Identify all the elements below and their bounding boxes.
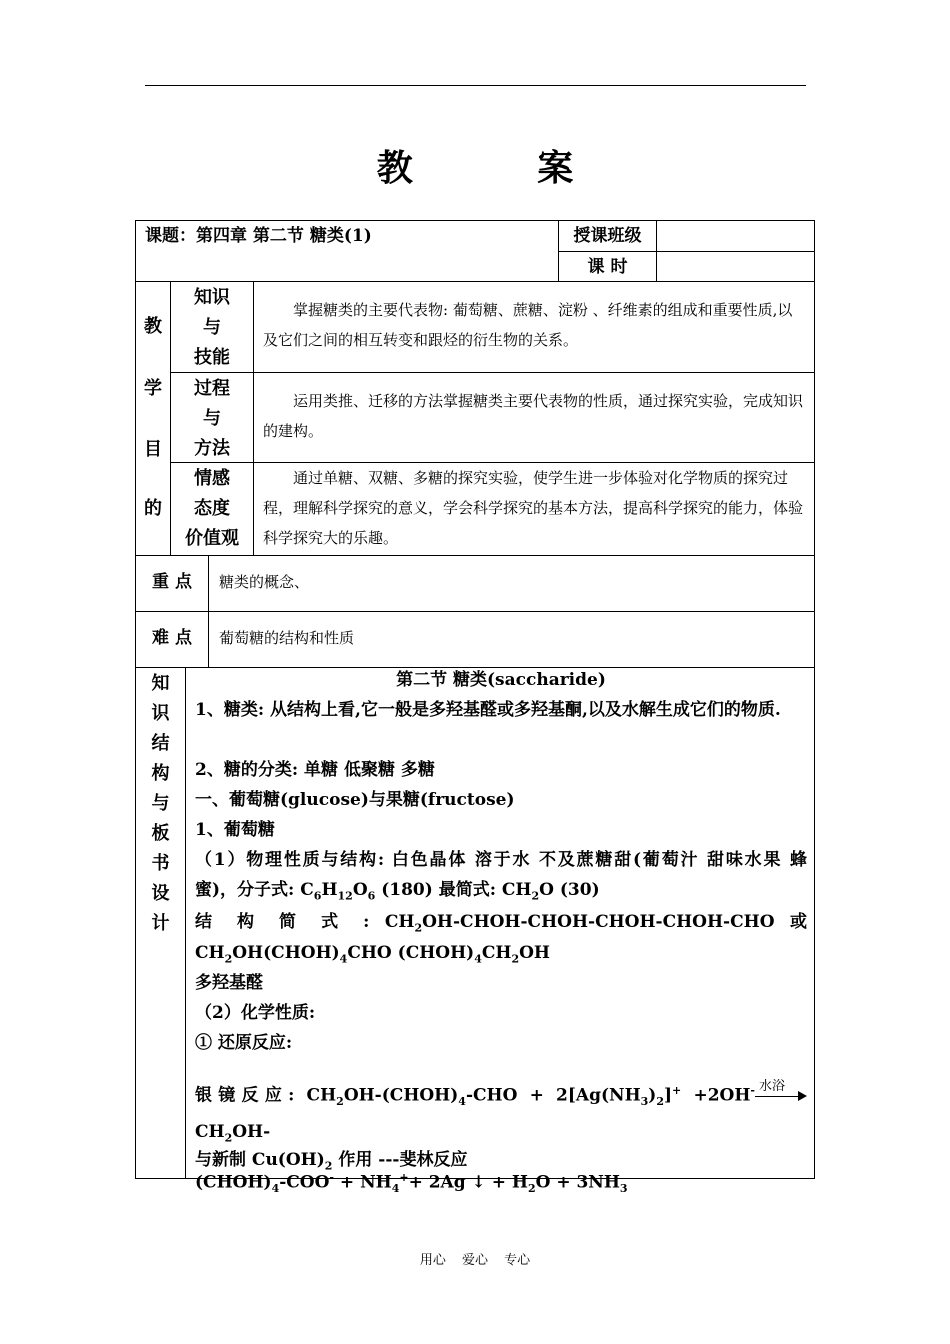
knowledge-side-label-8: 设: [151, 883, 170, 904]
objective-label-3-line-1: 情感: [194, 468, 230, 489]
knowledge-line-6: 结 构 简 式 : $CH_2OH-CHOH-CHOH-CHOH-CHOH$-CHO 或: [195, 912, 807, 935]
difficult-point-label-cell: [135, 611, 209, 668]
knowledge-line-10: ① 还原反应:: [195, 1033, 293, 1053]
key-point-label: 重 点: [152, 572, 192, 592]
objectives-side-label-2: 学: [144, 378, 162, 399]
page-footer: 用心 爱心 专心: [419, 1253, 531, 1268]
objective-text-3: 通过单糖、双糖、多糖的探究实验，使学生进一步体验对化学物质的探究过程，理解科学探究的意义，学会科学探究的基本方法，提高科学探究的能力，体验科学探究大的乐趣。: [263, 469, 804, 547]
knowledge-line-9: （2）化学性质:: [195, 1003, 316, 1023]
objective-text-1: 掌握糖类的主要代表物: 葡萄糖、蔗糖、淀粉 、纤维素的组成和重要性质,以及它们之间的相互转变和跟烃的衍生物的关系。: [263, 301, 793, 349]
objectives-side-cell: [135, 281, 171, 556]
objectives-side-label-1: 教: [144, 316, 162, 337]
objective-label-2-line-2: 与: [203, 408, 221, 429]
knowledge-line-1: 1、糖类: 从结构上看,它一般是多羟基醛或多羟基酮,以及水解生成它们的物质.: [195, 700, 781, 720]
document-title: 教 案: [376, 148, 630, 189]
objective-label-cell-3: [170, 462, 254, 556]
knowledge-line-2: 2、糖的分类: 单糖 低聚糖 多糖: [195, 760, 435, 780]
knowledge-line-5: [195, 845, 807, 911]
topic-text: 课题：第四章 第二节 糖类(1): [145, 226, 372, 246]
class-value-cell: [656, 220, 815, 252]
knowledge-line-11a: 银镜反应: $CH_2OH-(CHOH)_4$-CHO + $2[Ag(NH_3)_2]^+ +2OH^-$ 水浴 $CH_2OH-$: [195, 1076, 807, 1153]
knowledge-line-4: 1、葡萄糖: [195, 820, 275, 840]
knowledge-line-7: $CH_2OH(CHOH)_4CHO$ $(CHOH)_4CH_2OH$: [195, 943, 550, 966]
objective-text-cell-2: [253, 372, 815, 463]
reaction-condition: 水浴: [758, 1079, 785, 1095]
knowledge-side-label-3: 结: [151, 733, 170, 754]
knowledge-line-11: [195, 1076, 807, 1204]
objective-text-cell-3: [253, 462, 815, 556]
difficult-point-label: 难 点: [152, 628, 192, 648]
objective-label-cell-2: [170, 372, 254, 463]
topic-cell: [135, 220, 559, 282]
knowledge-side-cell: [135, 667, 186, 1179]
period-value-cell: [656, 251, 815, 282]
knowledge-line-5b: 蜜)，分子式: $C_6H_{12}O_6$ (180) 最简式: $CH_2O$ (30): [195, 880, 600, 903]
objective-text-2: 运用类推、迁移的方法掌握糖类主要代表物的性质，通过探究实验，完成知识的建构。: [263, 392, 804, 440]
objective-label-cell-1: [170, 281, 254, 373]
class-label-cell: [558, 220, 657, 252]
period-label: 课 时: [587, 257, 628, 277]
knowledge-side-label-2: 识: [151, 703, 170, 724]
knowledge-side-label-5: 与: [151, 793, 170, 814]
knowledge-side-label-4: 构: [151, 763, 170, 784]
difficult-point-text-cell: [208, 611, 815, 668]
objective-label-2-line-3: 方法: [194, 438, 230, 459]
knowledge-line-3: 一、葡萄糖(glucose)与果糖(fructose): [195, 790, 515, 810]
objective-label-2-line-1: 过程: [194, 378, 230, 399]
objective-label-3-line-3: 价值观: [185, 528, 239, 549]
knowledge-line-8: 多羟基醛: [195, 973, 263, 993]
knowledge-heading: 第二节 糖类(saccharide): [396, 670, 606, 690]
period-label-cell: [558, 251, 657, 282]
reaction-arrow: [755, 1079, 807, 1103]
knowledge-side-label-1: 知: [151, 673, 170, 694]
objective-label-1-line-3: 技能: [194, 347, 230, 368]
class-label: 授课班级: [573, 226, 642, 246]
key-point-label-cell: [135, 555, 209, 612]
knowledge-side-label-7: 书: [151, 853, 170, 874]
knowledge-side-label-9: 计: [151, 913, 170, 934]
knowledge-line-5a: （1）物理性质与结构: 白色晶体 溶于水 不及蔗糖甜(葡萄汁 甜味水果 蜂: [195, 850, 807, 870]
objective-label-1-line-2: 与: [203, 317, 221, 338]
objectives-side-label-4: 的: [144, 498, 162, 519]
key-point-text: 糖类的概念、: [219, 573, 310, 591]
objective-label-1-line-1: 知识: [194, 287, 230, 308]
objective-label-3-line-2: 态度: [194, 498, 230, 519]
objectives-side-label-3: 目: [144, 439, 162, 460]
knowledge-side-label-6: 板: [151, 823, 170, 844]
knowledge-line-12: 与新制 $Cu(OH)_2$ 作用 ---斐林反应: [195, 1150, 468, 1173]
knowledge-line-11b: $(CHOH)_4-COO^- + NH_4^++ 2Ag$ ↓ + $H_2O + 3NH_3$: [195, 1171, 628, 1196]
objective-text-cell-1: [253, 281, 815, 373]
header-rule: [145, 85, 806, 86]
key-point-text-cell: [208, 555, 815, 612]
difficult-point-text: 葡萄糖的结构和性质: [219, 629, 355, 647]
